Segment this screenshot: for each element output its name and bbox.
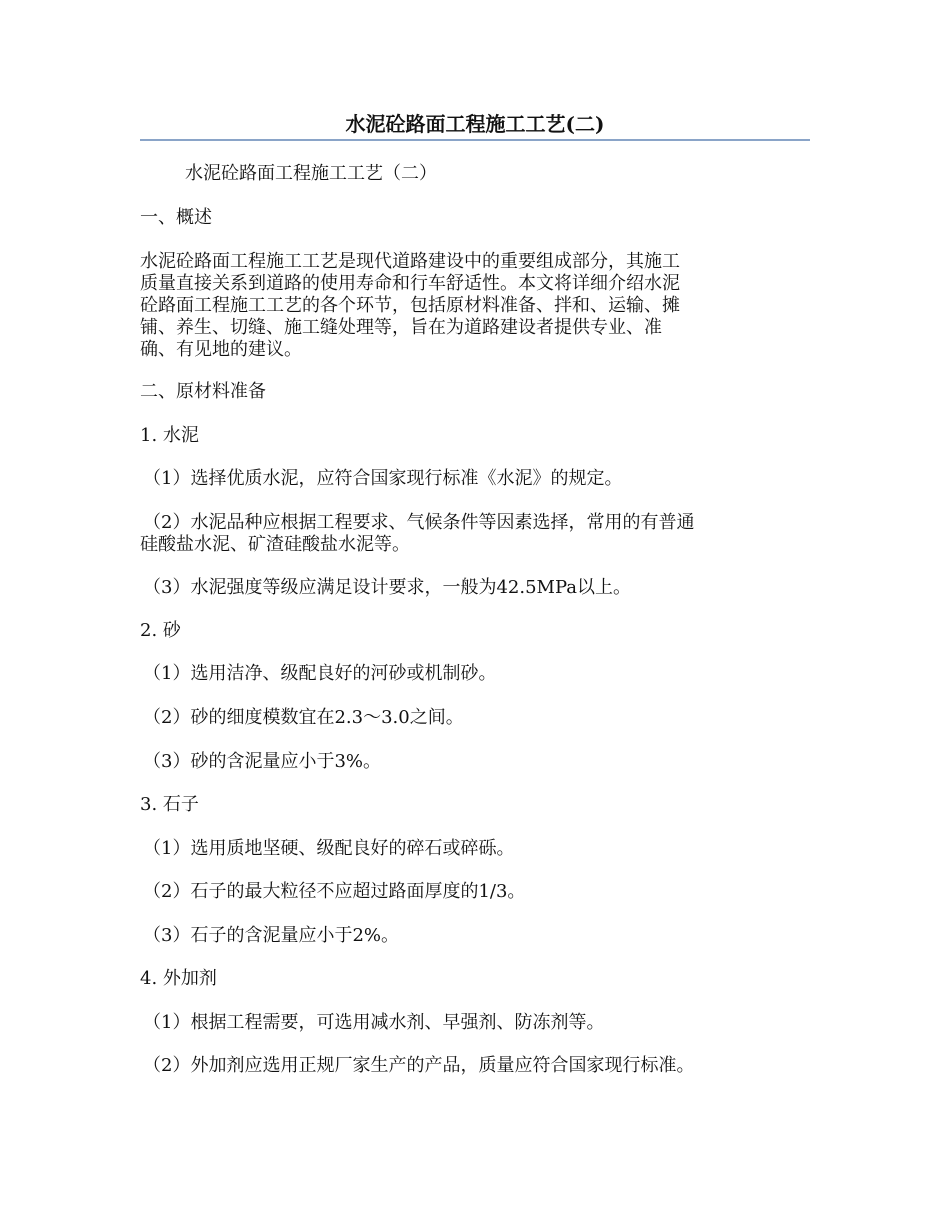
cement-item-2: （2）水泥品种应根据工程要求、气候条件等因素选择，常用的有普通 [143, 512, 695, 533]
admixture-item-2: （2）外加剂应选用正规厂家生产的产品，质量应符合国家现行标准。 [143, 1055, 695, 1076]
sand-item-1: （1）选用洁净、级配良好的河砂或机制砂。 [143, 663, 497, 684]
paragraph-line: 确、有见地的建议。 [140, 339, 302, 360]
cement-item-2-cont: 硅酸盐水泥、矿渣硅酸盐水泥等。 [140, 534, 410, 555]
subheading-sand: 2. 砂 [140, 620, 181, 641]
paragraph-line: 砼路面工程施工工艺的各个环节，包括原材料准备、拌和、运输、摊 [140, 295, 680, 316]
section-heading-overview: 一、概述 [140, 207, 212, 228]
stone-item-1: （1）选用质地坚硬、级配良好的碎石或碎砾。 [143, 838, 515, 859]
cement-item-1: （1）选择优质水泥，应符合国家现行标准《水泥》的规定。 [143, 468, 623, 489]
document-subtitle: 水泥砼路面工程施工工艺（二） [185, 163, 437, 184]
overview-paragraph [140, 251, 810, 361]
paragraph-line: 水泥砼路面工程施工工艺是现代道路建设中的重要组成部分，其施工 [140, 251, 680, 272]
paragraph-line: 铺、养生、切缝、施工缝处理等，旨在为道路建设者提供专业、准 [140, 317, 662, 338]
paragraph-line: 质量直接关系到道路的使用寿命和行车舒适性。本文将详细介绍水泥 [140, 273, 680, 294]
document-title: 水泥砼路面工程施工工艺(二) [345, 112, 605, 136]
stone-item-3: （3）石子的含泥量应小于2%。 [143, 925, 400, 946]
sand-item-3: （3）砂的含泥量应小于3%。 [143, 751, 382, 772]
subheading-cement: 1. 水泥 [140, 425, 199, 446]
sand-item-2: （2）砂的细度模数宜在2.3～3.0之间。 [143, 707, 464, 728]
stone-item-2: （2）石子的最大粒径不应超过路面厚度的1/3。 [143, 881, 526, 902]
section-heading-materials: 二、原材料准备 [140, 381, 266, 402]
subheading-admixture: 4. 外加剂 [140, 968, 217, 989]
title-underline [140, 139, 810, 141]
subheading-stone: 3. 石子 [140, 794, 199, 815]
cement-item-3: （3）水泥强度等级应满足设计要求，一般为42.5MPa以上。 [143, 577, 631, 598]
admixture-item-1: （1）根据工程需要，可选用减水剂、早强剂、防冻剂等。 [143, 1012, 605, 1033]
